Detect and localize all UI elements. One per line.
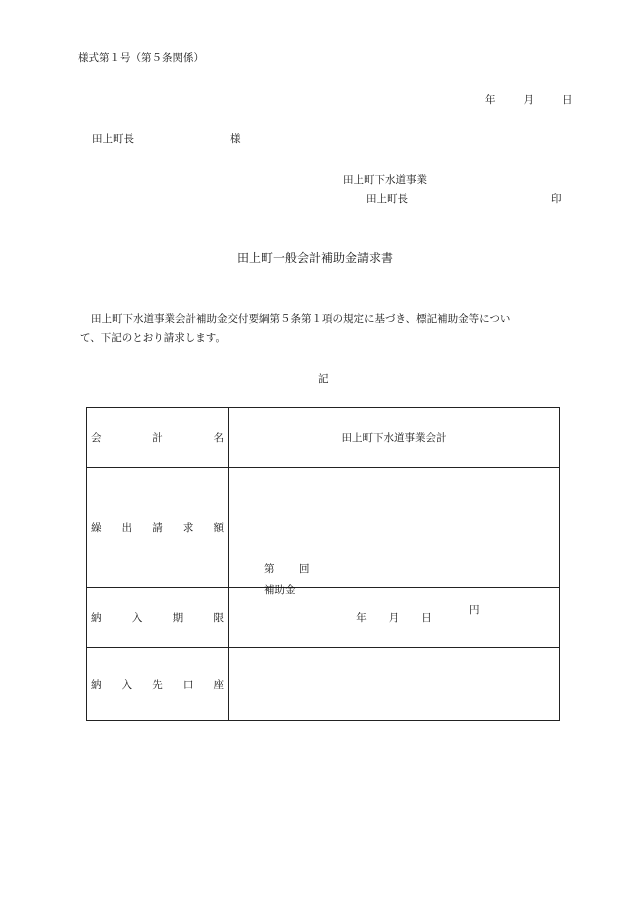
bank-account-label-char: 先 — [152, 678, 163, 691]
amount-label-char: 請 — [152, 522, 163, 534]
account-label-char: 会 — [91, 432, 102, 444]
account-name-label — [87, 408, 229, 468]
body-text-line2: て、下記のとおり請求します。 — [80, 332, 226, 344]
deadline-year: 年 — [356, 612, 367, 624]
form-number: 様式第１号（第５条関係） — [78, 52, 204, 64]
table-row-account — [87, 408, 560, 468]
sender-title: 田上町長 — [366, 193, 408, 205]
amount-label-char: 額 — [213, 522, 224, 534]
account-name-value: 田上町下水道事業会計 — [229, 408, 560, 468]
amount-label-char: 出 — [121, 522, 133, 534]
ki-heading: 記 — [318, 373, 329, 385]
sender-organization: 田上町下水道事業 — [343, 174, 427, 186]
body-text-line1: 田上町下水道事業会計補助金交付要綱第５条第１項の規定に基づき、標記補助金等につい — [91, 313, 511, 325]
deadline-label-char: 入 — [131, 612, 143, 624]
addressee-name: 田上町長 — [92, 133, 134, 145]
table-row-bank-account — [87, 648, 560, 721]
table-row-deadline — [87, 588, 560, 648]
bank-account-label-char: 入 — [121, 678, 133, 691]
amount-subsidy: 補助金 — [264, 584, 296, 596]
amount-value — [229, 468, 560, 616]
addressee-honorific: 様 — [230, 133, 241, 145]
bank-account-label-char: 座 — [213, 678, 224, 691]
amount-yen: 円 — [469, 604, 480, 616]
date-line — [485, 92, 573, 107]
bank-account-label-char: 納 — [91, 678, 102, 691]
amount-label — [87, 468, 229, 588]
document-title: 田上町一般会計補助金請求書 — [237, 251, 394, 265]
date-year: 年 — [485, 94, 496, 106]
bank-account-label-char: 口 — [182, 678, 194, 691]
deadline-label-char: 納 — [91, 612, 102, 624]
amount-kai: 回 — [299, 563, 310, 575]
date-day: 日 — [562, 94, 573, 106]
bank-account-label — [87, 648, 229, 721]
amount-label-char: 繰 — [91, 522, 102, 534]
account-label-char: 名 — [213, 432, 224, 444]
amount-dai: 第 — [264, 563, 275, 575]
deadline-label-char: 限 — [213, 612, 224, 624]
date-month: 月 — [523, 94, 534, 106]
deadline-label — [87, 588, 229, 648]
table-row-amount — [87, 468, 560, 588]
seal-mark: 印 — [551, 193, 562, 205]
amount-label-char: 求 — [182, 522, 194, 534]
deadline-day: 日 — [421, 612, 432, 624]
account-label-char: 計 — [152, 432, 163, 444]
deadline-label-char: 期 — [172, 612, 184, 624]
bank-account-value — [229, 648, 560, 721]
deadline-month: 月 — [388, 612, 400, 624]
claim-table — [86, 407, 560, 721]
